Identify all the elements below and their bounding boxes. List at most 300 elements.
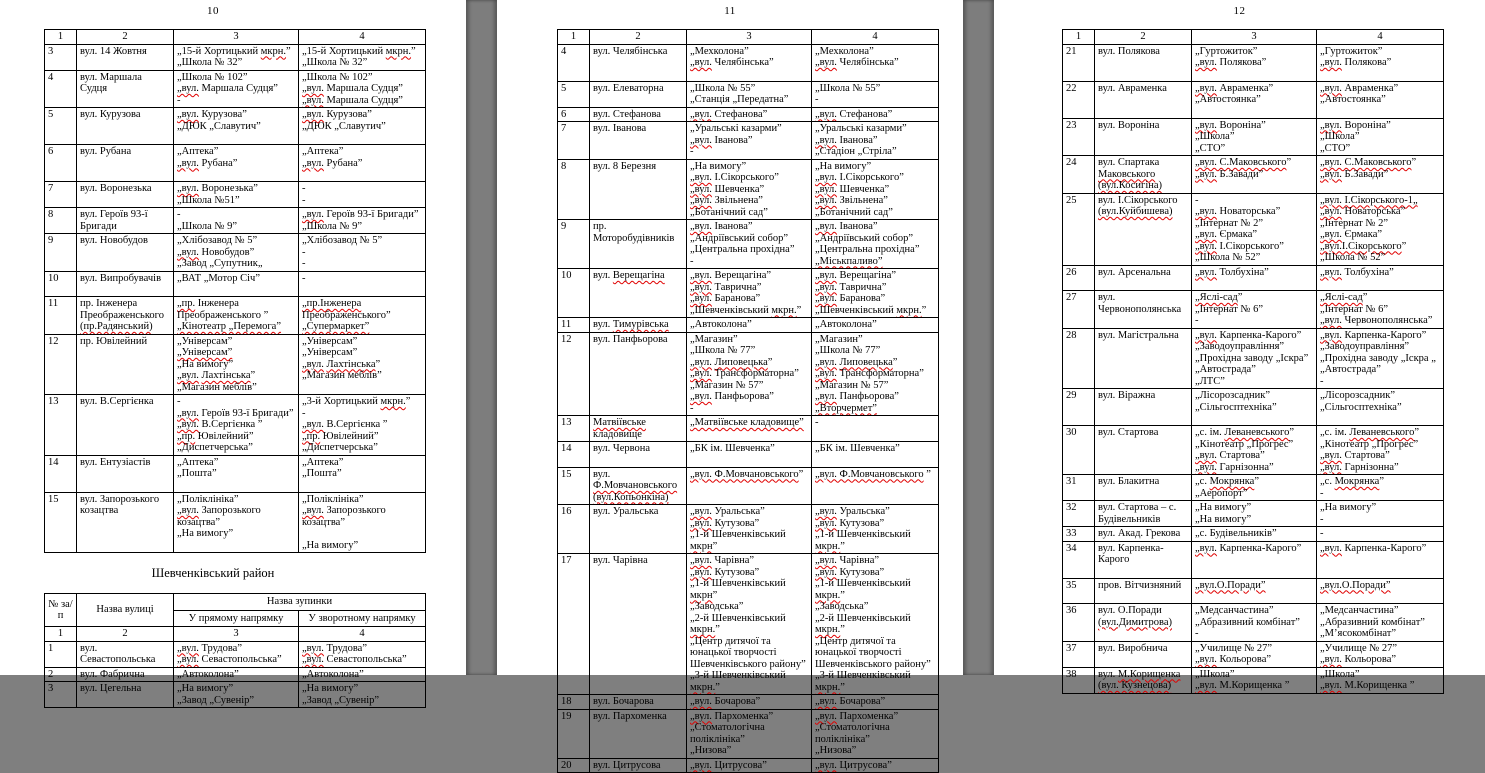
stops-forward-cell [687,159,812,220]
table-row [558,416,939,442]
numeric-header-row [1063,30,1444,45]
stop-name-line: „вул. В.Сергієнка ” [177,419,263,430]
stop-name-line: „вул. Пархоменка” [815,710,899,722]
table-row [1063,604,1444,642]
row-number-cell: 12 [558,332,590,416]
numeric-header-cell: 4 [1317,30,1444,45]
stop-name-line: „вул. Маршала Судця” [177,83,278,94]
spellcheck-squiggle: Матвіївське [593,417,646,428]
row-number-cell: 37 [1063,641,1095,667]
street-name-cell: вул. Авраменка [1095,81,1192,118]
stop-name-line: „Медсанчастина” [1320,605,1399,616]
stop-name-line: „Прохідна заводу „Іскра” [1195,352,1309,364]
row-number-cell: 30 [1063,426,1095,475]
spellcheck-squiggle: „вул. [1195,654,1217,665]
stop-name-line: „вул. Липовецька” [690,356,773,368]
spellcheck-squiggle: „вул. [690,566,712,578]
stop-name-line: „Медсанчастина” [1195,605,1274,616]
stop-name-line: „1-й Шевченківський мкрн.” [815,529,911,552]
col-header-reverse: У зворотному напрямку [299,610,426,627]
spellcheck-squiggle: „вул. [690,517,712,529]
spellcheck-squiggle: „вул. [1195,240,1217,252]
stop-name-line: „Аптека” [302,456,344,468]
table-row [1063,578,1444,604]
stops-forward-cell [174,492,299,553]
street-name-cell: вул. Новобудов [77,234,174,272]
street-name-cell: вул. Виробнича [1095,641,1192,667]
spellcheck-squiggle: мкрн. [815,681,841,693]
table-row [1063,541,1444,578]
stop-name-line: „Універсам” [302,335,358,347]
stops-forward-cell [174,667,299,682]
spellcheck-squiggle: „вул. [1320,542,1342,554]
table-row [45,271,426,297]
row-number-cell: 12 [45,334,77,395]
stop-name-line: „2-й Шевченківський мкрн.” [815,612,911,635]
stop-name-line: „вул. Толбухіна” [1195,266,1269,278]
stop-name-line: „вул. Іванова” [815,221,878,232]
street-name-cell: вул. Тимурівська [590,318,687,333]
row-number-cell: 31 [1063,475,1095,501]
row-number-cell: 8 [45,208,77,234]
stop-name-line: „Диспетчерська” [177,442,253,453]
street-name-cell: вул. Цегельна [77,682,174,708]
stops-reverse-cell [1317,118,1444,156]
stop-name-line: „Шевченківський мкрн.” [815,304,927,316]
stop-name-line: „вул. М.Корищенка ” [1195,680,1290,691]
stop-name-line: „вул. Гарнізонна” [1195,461,1274,473]
stop-name-line: „вул. Ф.Мовчановського” [690,468,804,480]
spellcheck-squiggle: „вул. [690,108,712,120]
table-row [558,554,939,695]
stops-forward-cell [1192,328,1317,389]
stop-name-line: - [1320,375,1324,387]
stops-reverse-cell [299,455,426,492]
table-row [45,455,426,492]
stop-name-line: „Магазин № 57” [690,379,764,391]
stop-name-line: „вул. Вороніна” [1320,119,1391,131]
row-number-cell: 4 [45,70,77,108]
stops-reverse-cell [299,44,426,70]
spellcheck-squiggle: „вул. [690,134,712,146]
stop-name-line: „Уральські казарми” [815,123,907,134]
street-name-cell: вул. Полякова [1095,44,1192,81]
table-row [1063,389,1444,426]
stops-reverse-cell [812,269,939,318]
stops-forward-cell [1192,641,1317,667]
street-name-cell: вул. Стартова [1095,426,1192,475]
stop-name-line: „вул. Шевченка” [690,183,765,195]
spellcheck-squiggle: „вул. [815,293,837,304]
spellcheck-squiggle: мкрн. [690,681,716,693]
spellcheck-squiggle: „вул. [302,83,324,94]
table-row [558,107,939,122]
spellcheck-squiggle: „вул. [1195,206,1217,217]
stop-name-line: „Завод „Сувенір” [302,694,380,706]
stop-name-line: „вул. Панфьорова” [815,391,899,402]
spellcheck-squiggle: „вул. [1320,229,1342,240]
table-row [45,145,426,182]
stops-reverse-cell [1317,641,1444,667]
stop-name-line: „вул. Верещагіна” [815,270,897,281]
stops-reverse-cell [1317,265,1444,291]
spellcheck-squiggle: „вул. [815,270,837,281]
street-name-cell: вул. Маршала Судця [77,70,174,108]
stop-name-line: „вул. Карпенка-Карого” [1195,542,1302,554]
stop-name-line: - [690,402,694,414]
spellcheck-squiggle: „вул. [690,172,712,183]
stops-forward-cell [687,442,812,468]
table-row [1063,156,1444,194]
stop-name-line: „3-й Хортицький мкрн.” [302,396,411,407]
stops-forward-cell [687,709,812,758]
row-number-cell: 16 [558,505,590,554]
spellcheck-squiggle: „вул. [815,221,837,232]
street-name-cell: вул. Стефанова [590,107,687,122]
numeric-header-cell: 2 [77,30,174,45]
stops-forward-cell [687,416,812,442]
spellcheck-squiggle: „вул. [302,505,324,516]
spellcheck-squiggle: Мокрянка [1334,476,1380,487]
stop-name-line: „1-й Шевченківський мкрн.” [815,578,911,601]
spellcheck-squiggle: „вул. [815,368,837,379]
row-number-cell: 10 [45,271,77,297]
stop-name-line [302,321,422,333]
row-number-cell: 9 [45,234,77,272]
stops-forward-cell [174,271,299,297]
stop-name-line: „вул. Цитрусова” [690,759,767,771]
spellcheck-squiggle: „вул. [815,108,837,120]
stops-reverse-cell [299,682,426,708]
numeric-header-cell: 4 [299,627,426,642]
stop-name-line: „Аптека” [177,146,219,157]
street-name-cell: вул. Червона [590,442,687,468]
stops-reverse-cell [299,271,426,297]
stop-name-line: „вул. Іванова” [815,134,878,146]
stop-name-line: „вул. Толбухіна” [1320,266,1394,278]
numeric-header-cell: 4 [812,30,939,45]
table-row [558,81,939,107]
stop-name-line: „Андріївський собор” [690,232,789,244]
stop-name-line: „вул. Таврична” [815,281,887,293]
spellcheck-squiggle: „вул. [815,710,837,722]
stop-name-line: „вул. Лахтінська” [302,358,381,370]
stop-name-line: „Магазин” [690,333,738,345]
stops-reverse-cell [1317,426,1444,475]
spellcheck-squiggle: „вул. [302,642,324,654]
stop-name-line: „вул. Стефанова” [690,108,768,120]
spellcheck-squiggle: (вул.Косигіна) [1098,180,1163,191]
stop-name-line: „вул. Панфьорова” [690,391,774,402]
stop-name-line: „вул. Ф.Мовчановського ” [815,468,931,480]
spellcheck-squiggle: „вул. [177,419,199,430]
stop-name-line [690,417,808,429]
stop-name-line [302,528,422,540]
spellcheck-squiggle: „вул. [302,109,324,120]
spellcheck-squiggle: „вул. [690,391,712,402]
stop-name-line: „Мехколона” [815,45,874,57]
spellcheck-squiggle: „вул.О.Поради” [1320,579,1391,591]
table-row [558,467,939,505]
stop-name-line: „Ботанічний сад” [815,206,893,218]
stops-reverse-cell [299,334,426,395]
stop-name-line: „вул. Челябінська” [690,57,774,68]
street-name-cell: вул. Уральська [590,505,687,554]
stops-forward-cell [687,332,812,416]
street-name-cell: вул. Чарівна [590,554,687,695]
street-name-cell: вул. Ф.Мовчановського (вул.Копьонкіна) [590,467,687,505]
street-name-cell: вул. Челябінська [590,44,687,81]
stop-name-line: „Універсам” [302,347,358,358]
stops-forward-cell [1192,604,1317,642]
stop-name-line: „вул. Бочарова” [690,696,761,707]
stop-name-line: „с. ім. Леваневського” [1320,427,1419,438]
stop-name-line: „с. Мокрянка” [1195,476,1259,487]
stop-name-line: „Лісорозсадник” [1320,390,1396,401]
spellcheck-squiggle: „вул. [815,555,837,566]
spellcheck-squiggle: „вул. [690,555,712,566]
stop-name-line: „вул. Севастопольська” [302,654,407,665]
numeric-header-cell: 3 [1192,30,1317,45]
spellcheck-squiggle: „вул. [1195,461,1217,473]
stop-name-line: „вул. Героїв 93-ї Бригади” [177,407,294,419]
street-name-cell: вул. Воронезька [77,182,174,208]
table-row [558,442,939,468]
spellcheck-squiggle: (вул. Кузнецова) [1098,680,1172,691]
stop-name-line: „БК ім. Шевченка” [815,443,900,454]
stops-forward-cell [1192,81,1317,118]
stop-name-line: „Школа № 9” [177,220,238,232]
street-stops-table [44,29,426,553]
row-number-cell: 21 [1063,44,1095,81]
street-name-cell: вул. В.Сергієнка [77,395,174,456]
stop-name-line: „вул. Маршала Судця” [302,83,403,94]
spellcheck-squiggle: „вул. С.Маковського [1320,157,1412,168]
stop-name-line: „Автоколона” [690,319,752,330]
stop-name-line: „Прохідна заводу „Іскра „ [1320,352,1436,364]
stops-forward-cell [1192,475,1317,501]
spellcheck-squiggle: „вул. [302,157,324,169]
stop-name-line: „вул. Стартова” [1320,450,1390,461]
stop-name-line: „пр. Ювілейний” [302,430,379,442]
col-header-forward: У прямому напрямку [174,610,299,627]
stop-name-line: „вул. Лахтінська” [177,370,256,381]
spellcheck-squiggle: „Яслі-сад [1195,292,1238,303]
spellcheck-squiggle: мкрн. [690,624,716,635]
stop-name-line: „Мехколона” [690,45,749,57]
stops-reverse-cell [299,208,426,234]
table-row [1063,118,1444,156]
stops-reverse-cell [299,145,426,182]
numeric-header-cell: 2 [77,627,174,642]
stops-forward-cell [174,641,299,667]
spellcheck-squiggle: „вул. [690,696,712,707]
street-name-cell: вул. Пархоменка [590,709,687,758]
document-page-11 [497,0,963,771]
spellcheck-squiggle: „Міськпаливо” [815,255,883,267]
spellcheck-squiggle: „Вторчермет” [815,402,877,414]
spellcheck-squiggle: „вул. [690,293,712,304]
stop-name-line: „вул. Кутузова” [815,517,885,529]
stop-name-line: „Автоколона” [815,319,877,330]
table-row [1063,265,1444,291]
stop-name-line: „На вимогу” [815,160,872,172]
stops-forward-cell [1192,291,1317,329]
spellcheck-squiggle: мкрн [690,589,713,601]
stop-name-line: „На вимогу” [1320,502,1377,513]
street-name-cell: пр. Моторобудівників [590,220,687,269]
spellcheck-squiggle: „вул.І.Сікорського [1320,240,1402,252]
table-row [45,182,426,208]
table-row [45,641,426,667]
spellcheck-squiggle: Мокрянка [1209,476,1255,487]
street-name-cell: вул. Акад. Грекова [1095,527,1192,542]
table-row [1063,527,1444,542]
stops-reverse-cell [299,297,426,335]
stop-name-line: „Універсам” [177,335,233,347]
stop-name-line: „Завод „Супутник„ [177,258,263,269]
row-number-cell: 15 [558,467,590,505]
stop-name-line: „Автостоянка” [1195,94,1261,105]
numeric-header-cell: 1 [45,30,77,45]
street-name-cell: вул. Елеваторна [590,81,687,107]
stop-name-line: „15-й Хортицький мкрн.” [177,45,291,57]
spellcheck-squiggle: (вул.Копьонкіна) [593,491,669,503]
table-row [558,318,939,333]
stop-name-line: „вул. М.Корищенка ” [1320,680,1415,691]
table-row [558,220,939,269]
spellcheck-squiggle: „вул. [1320,329,1342,341]
stop-name-line: „Сільгосптехніка” [1195,401,1277,413]
stops-reverse-cell [1317,667,1444,693]
spellcheck-squiggle: (вул.Димитрова) [1098,616,1172,628]
table-row [1063,641,1444,667]
stop-name-line: „вул. І.Сікорського” [690,172,779,183]
col-header-num: № за/п [45,594,77,627]
stop-name-line: „Хлібозавод № 5” [302,235,383,246]
stop-name-line: „На вимогу” [690,160,747,172]
spellcheck-squiggle: „вул. Ф.Мовчановського [690,468,799,480]
stop-name-line: - [1320,487,1324,499]
row-number-cell: 14 [558,442,590,468]
stop-name-line: „вул. Звільнена” [815,195,888,206]
stop-name-line: „вул. С.Маковського” [1320,157,1417,168]
stop-name-line: „вул. Кутузова” [815,566,885,578]
stop-name-line: „вул. Стефанова” [815,108,893,120]
stop-name-line: „1-й Шевченківський мкрн” [690,529,786,552]
stop-name-line: „Автострада” [1195,364,1256,375]
stops-forward-cell [174,682,299,708]
street-name-cell: вул. Запорозького козацтва [77,492,174,553]
row-number-cell: 29 [1063,389,1095,426]
spellcheck-squiggle: „вул. [1320,82,1342,94]
row-number-cell: 8 [558,159,590,220]
stops-reverse-cell [812,442,939,468]
stops-forward-cell [174,395,299,456]
stop-name-line [1320,580,1440,592]
street-name-cell: вул. Вороніна [1095,118,1192,156]
spellcheck-squiggle: „вул. [815,517,837,529]
stop-name-line: „вул. Єрмака” [1320,229,1383,240]
stop-name-line: „вул. Трансформаторна” [690,368,799,379]
stops-forward-cell [1192,527,1317,542]
stops-reverse-cell [812,107,939,122]
stop-name-line: - [690,146,694,157]
spellcheck-squiggle: „пр.Інженера [302,298,362,309]
spellcheck-squiggle: „вул. [177,246,199,258]
spellcheck-squiggle: „Супермаркет” [302,321,370,332]
stop-name-line: „вул. Уральська” [815,506,890,517]
spellcheck-squiggle: „Матвіївське кладовище” [690,417,804,428]
stop-name-line: „3-й Шевченківський мкрн.” [690,670,786,693]
stop-name-line: „Шевченківський мкрн.” [690,304,802,316]
stops-reverse-cell [812,81,939,107]
spellcheck-squiggle: „вул. [815,566,837,578]
spellcheck-squiggle: „вул. [177,654,199,665]
stop-name-line: „Завод „Сувенір” [177,694,255,706]
stops-reverse-cell [812,159,939,220]
spellcheck-squiggle: „вул. [177,407,199,419]
street-name-cell: пр. Інженера Преображенського (пр.Радянський) [77,297,174,335]
spellcheck-squiggle: „вул. [815,134,837,146]
stop-name-line [1320,195,1440,207]
spellcheck-squiggle: „вул. [302,654,324,665]
spellcheck-squiggle: „вул. [1195,542,1217,554]
district-heading: Шевченківський район [151,566,275,580]
table-row [1063,291,1444,329]
row-number-cell: 7 [45,182,77,208]
stop-name-line: „вул. Новобудов” [177,246,255,258]
spellcheck-squiggle: „вул. [690,281,712,293]
stop-name-line: „Лісорозсадник” [1195,390,1271,401]
numeric-header-cell: 1 [1063,30,1095,45]
stop-name-line: - [177,396,181,407]
stop-name-line: „Стоматологічна поліклініка” [815,722,890,745]
spellcheck-squiggle: „вул. [815,696,837,707]
street-name-cell: вул. 8 Березня [590,159,687,220]
row-number-cell: 2 [45,667,77,682]
stop-name-line: „вул.І.Сікорського” [1320,240,1407,252]
stops-reverse-cell [299,234,426,272]
spellcheck-squiggle: „вул. [690,710,712,722]
spellcheck-squiggle: Ф.Мовчановського [593,480,678,491]
stops-reverse-cell [1317,527,1444,542]
stop-name-line: „Школа № 102” [177,71,248,83]
numeric-header-cell: 3 [687,30,812,45]
spellcheck-squiggle: „вул. [302,358,324,370]
stops-reverse-cell [812,416,939,442]
stop-name-line: „Школа № 77” [815,345,881,356]
stop-name-line: „вул. Кутузова” [690,517,760,529]
stops-forward-cell [1192,193,1317,265]
stops-forward-cell [174,208,299,234]
stop-name-line: „ВАТ „Мотор Січ” [177,272,260,284]
table-row [45,334,426,395]
table-row [1063,475,1444,501]
stops-reverse-cell [299,108,426,145]
stop-name-line: „3-й Шевченківський мкрн.” [815,670,911,693]
stops-forward-cell [687,467,812,505]
stop-name-line: „Низова” [815,745,857,756]
spellcheck-squiggle: мкрн. [896,304,922,316]
stop-name-line: „Заводська” [690,601,744,612]
spellcheck-squiggle: „вул. [1195,680,1217,691]
stop-name-line: „Заводоуправління” [1320,341,1410,352]
street-name-cell: вул. Рубана [77,145,174,182]
stop-name-line: „вул. Трудова” [177,642,242,654]
numeric-header-row [45,30,426,45]
stop-name-line: „вул. Полякова” [1195,57,1267,68]
